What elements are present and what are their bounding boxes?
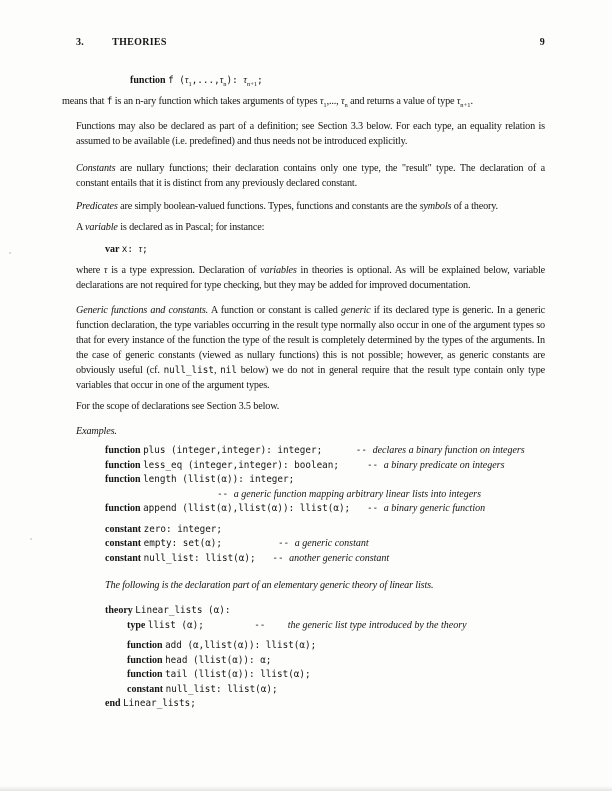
- examples-label: Examples.: [76, 426, 117, 437]
- paragraph-where-type-expression: where τ is a type expression. Declaration of variables in theories is optional. As will be explained below, variable declarations are not required for type checking, but they may be added for improved documentation.: [76, 265, 546, 291]
- paragraph-constants: Constants are nullary functions; their declaration contains only one type, the "result" type. The declaration of a constant entails that it is distinct from any previously declared constant.: [76, 162, 545, 189]
- theory-end-line: end Linear_lists;: [105, 698, 196, 709]
- scan-speck: [30, 538, 32, 540]
- theory-function-line: function head (llist(α)): α;: [127, 654, 272, 666]
- code-example-line: constant null_list: llist(α); -- another generic constant: [105, 552, 390, 564]
- scan-speck: [9, 252, 11, 254]
- scan-edge-shadow: [0, 786, 612, 791]
- paragraph-scope: For the scope of declarations see Section 3.5 below.: [76, 401, 280, 412]
- page-header: [76, 37, 545, 48]
- section-title: THEORIES: [112, 37, 167, 48]
- theory-header-line: theory Linear_lists (α):: [105, 605, 231, 616]
- code-example-comment-line: -- a generic function mapping arbitrary linear lists into integers: [105, 488, 481, 500]
- theory-constant-line: constant null_list: llist(α);: [127, 683, 278, 695]
- code-example-line: constant zero: integer;: [105, 523, 222, 535]
- theory-type-line: type llist (α); -- the generic list type introduced by the theory: [127, 619, 467, 631]
- code-example-line: function append (llist(α),llist(α)): llist(α); -- a binary generic function: [105, 503, 486, 514]
- page-number: 9: [539, 37, 545, 48]
- theory-function-line: function tail (llist(α)): llist(α);: [127, 669, 311, 680]
- theory-function-line: function add (α,llist(α)): llist(α);: [127, 640, 317, 651]
- paragraph-means-that: means that f is an n-ary function which takes arguments of types $\tau_1$,..., $\tau_n$ and returns a value of type $\tau_{n+1}$.: [62, 95, 473, 109]
- paragraph-variable-intro: A variable is declared as in Pascal; for instance:: [76, 221, 265, 233]
- paragraph-generic-functions: Generic functions and constants. A function or constant is called generic if its declared type is generic. In a generic function declaration, the type variables occurring in the result type normally also occur in one of the argument types so that for every instance of the function the type of the result is completely determined by the types of the arguments. In the case of generic constants (viewed as nullary functions) this is not possible; however, as generic constants are obviously useful (cf. null_list, nil below) we do not in general require that the result type contain only type variables that occur in one of the argument types.: [76, 305, 546, 391]
- code-example-line: constant empty: set(α); -- a generic constant: [105, 538, 369, 549]
- running-head: [76, 37, 167, 48]
- theory-declaration-block: [105, 604, 545, 712]
- code-example-line: function less_eq (integer,integer): boolean; -- a binary predicate on integers: [105, 459, 505, 471]
- code-example-line: function plus (integer,integer): integer; -- declares a binary function on integers: [105, 445, 525, 456]
- function-syntax-line: function f $(\tau_1,...,\tau_n)$: $\tau_{n+1}$;: [130, 75, 263, 88]
- section-number: 3.: [76, 37, 85, 48]
- paragraph-following-declaration: The following is the declaration part of an elementary generic theory of linear lists.: [105, 580, 434, 591]
- paragraph-predicates: Predicates are simply boolean-valued functions. Types, functions and constants are the symbols of a theory.: [76, 200, 498, 212]
- var-declaration-line: var x: τ;: [105, 243, 148, 255]
- code-example-line: function length (llist(α)): integer;: [105, 474, 295, 485]
- paragraph-functions-declared: Functions may also be declared as part of a definition; see Section 3.3 below. For each type, an equality relation is assumed to be available (i.e. predefined) and thus needs not be introduced explicitly.: [76, 120, 545, 147]
- examples-code-block: [105, 444, 545, 566]
